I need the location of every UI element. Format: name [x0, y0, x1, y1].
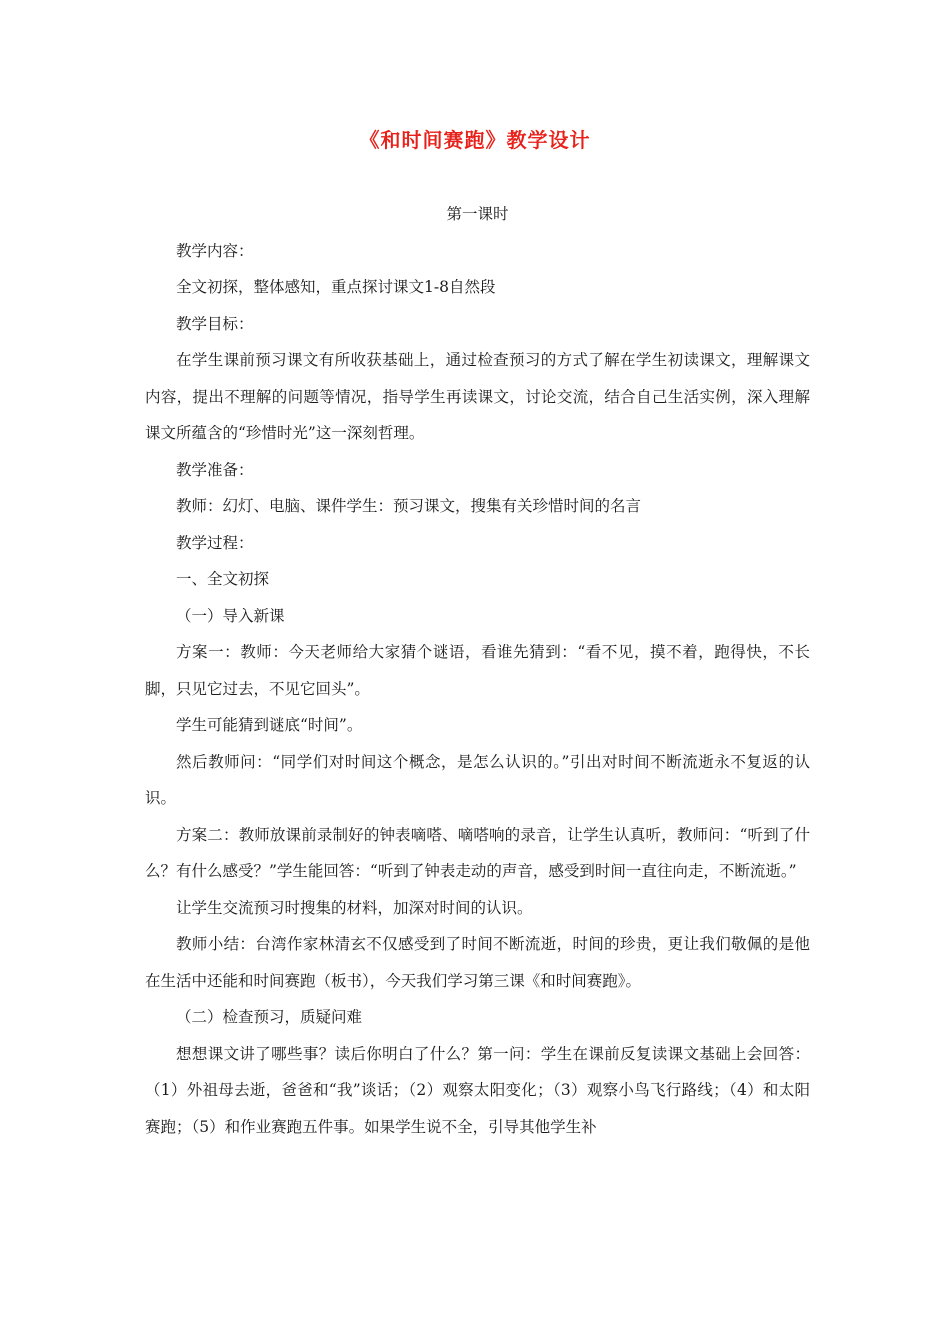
lesson-heading: 第一课时: [446, 205, 509, 223]
paragraph: 让学生交流预习时搜集的材料，加深对时间的认识。: [176, 898, 533, 917]
paragraph: 教学过程：: [176, 533, 254, 552]
paragraph: 一、全文初探: [176, 570, 270, 588]
paragraph: 教师：幻灯、电脑、课件学生：预习课文，搜集有关珍惜时间的名言: [176, 497, 642, 515]
paragraph: （一）导入新课: [176, 606, 285, 625]
paragraph: 方案一：教师：今天老师给大家猜个谜语，看谁先猜到：“看不见，摸不着，跑得快，不长脚，只见它过去，不见它回头”。: [145, 643, 810, 698]
paragraph: 想想课文讲了哪些事？读后你明白了什么？第一问：学生在课前反复读课文基础上会回答：（1）外祖母去逝，爸爸和“我”谈话；（2）观察太阳变化；（3）观察小鸟飞行路线；（4）和太阳赛跑；（5）和作业赛跑五件事。如果学生说不全，引导其他学生补: [145, 1044, 810, 1136]
paragraph: 然后教师问：“同学们对时间这个概念，是怎么认识的。”引出对时间不断流逝永不复返的认识。: [145, 752, 810, 807]
paragraph: 全文初探，整体感知，重点探讨课文1-8自然段: [176, 278, 496, 296]
paragraph: 教学内容：: [176, 241, 254, 260]
paragraph: 学生可能猜到谜底“时间”。: [176, 716, 363, 734]
paragraph: 在学生课前预习课文有所收获基础上，通过检查预习的方式了解在学生初读课文，理解课文内容，提出不理解的问题等情况，指导学生再读课文，讨论交流，结合自己生活实例，深入理解课文所蕴含的“珍惜时光”这一深刻哲理。: [145, 351, 810, 442]
paragraph: 方案二：教师放课前录制好的钟表嘀嗒、嘀嗒响的录音，让学生认真听，教师问：“听到了什么？有什么感受？”学生能回答：“听到了钟表走动的声音，感受到时间一直往向走，不断流逝。”: [145, 825, 810, 880]
paragraph: 教学目标：: [176, 314, 254, 333]
paragraph: 教师小结：台湾作家林清玄不仅感受到了时间不断流逝，时间的珍贵，更让我们敬佩的是他在生活中还能和时间赛跑（板书），今天我们学习第三课《和时间赛跑》。: [145, 935, 810, 990]
document-title: 《和时间赛跑》教学设计: [359, 128, 591, 152]
paragraph: （二）检查预习，质疑问难: [176, 1008, 363, 1026]
paragraph: 教学准备：: [176, 460, 254, 479]
document-body: [145, 196, 810, 1145]
